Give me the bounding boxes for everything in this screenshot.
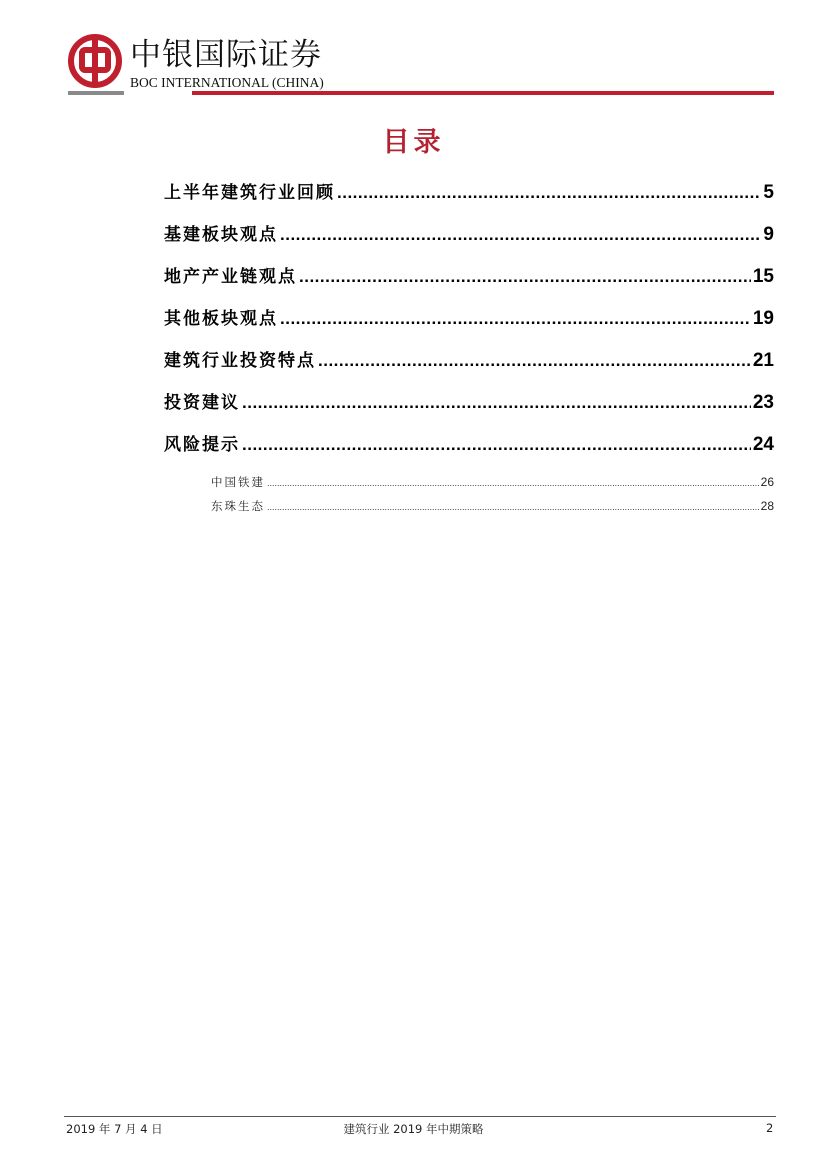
- header-rule-grey: [68, 91, 124, 95]
- boc-logo-icon: [68, 34, 122, 88]
- toc-entry[interactable]: [164, 262, 774, 304]
- toc-leader-dots: [280, 304, 751, 334]
- toc-title: 目录: [382, 127, 445, 158]
- toc-entry[interactable]: [164, 178, 774, 220]
- toc-entry[interactable]: [164, 220, 774, 262]
- brand-name-cn: 中银国际证券: [130, 37, 322, 73]
- toc-sub-entry[interactable]: [211, 496, 774, 520]
- footer-date: 2019 年 7 月 4 日: [66, 1122, 163, 1136]
- toc-entry-label: 上半年建筑行业回顾: [164, 183, 335, 203]
- toc-entry-label: 建筑行业投资特点: [164, 351, 316, 371]
- toc-leader-dots: [318, 346, 751, 376]
- toc-entry-label: 其他板块观点: [164, 309, 278, 329]
- toc-leader-dots: [337, 178, 761, 208]
- toc-leader-dots: [267, 473, 759, 493]
- footer-page-number: 2: [766, 1121, 774, 1135]
- toc-sub-entry[interactable]: [211, 472, 774, 496]
- toc-sub-page: 26: [760, 475, 774, 489]
- toc-leader-dots: [242, 388, 751, 418]
- toc-leader-dots: [280, 220, 761, 250]
- toc-entry-page: 23: [752, 392, 774, 413]
- toc-sub-label: 东珠生态: [211, 499, 265, 513]
- toc-entry-page: 21: [752, 350, 774, 371]
- header-rule-red: [192, 91, 774, 95]
- toc-entry-label: 投资建议: [164, 393, 240, 413]
- toc-entry-page: 19: [752, 308, 774, 329]
- toc-sub-list: [211, 472, 774, 520]
- table-of-contents: [164, 178, 774, 472]
- toc-leader-dots: [242, 430, 751, 460]
- footer-rule: [64, 1116, 776, 1117]
- toc-entry-page: 24: [752, 434, 774, 455]
- toc-entry-page: 9: [763, 224, 774, 245]
- toc-entry[interactable]: [164, 304, 774, 346]
- brand-name-en: BOC INTERNATIONAL (CHINA): [130, 75, 324, 90]
- toc-entry-label: 风险提示: [164, 435, 240, 455]
- toc-leader-dots: [267, 497, 759, 517]
- toc-entry-page: 15: [752, 266, 774, 287]
- page-header: [68, 34, 774, 100]
- toc-sub-label: 中国铁建: [211, 475, 265, 489]
- toc-sub-page: 28: [760, 499, 774, 513]
- toc-entry-page: 5: [763, 182, 774, 203]
- footer-report-title: 建筑行业 2019 年中期策略: [343, 1122, 484, 1136]
- toc-entry[interactable]: [164, 430, 774, 472]
- toc-entry[interactable]: [164, 388, 774, 430]
- toc-entry[interactable]: [164, 346, 774, 388]
- toc-entry-label: 基建板块观点: [164, 225, 278, 245]
- toc-entry-label: 地产产业链观点: [164, 267, 297, 287]
- toc-leader-dots: [299, 262, 751, 292]
